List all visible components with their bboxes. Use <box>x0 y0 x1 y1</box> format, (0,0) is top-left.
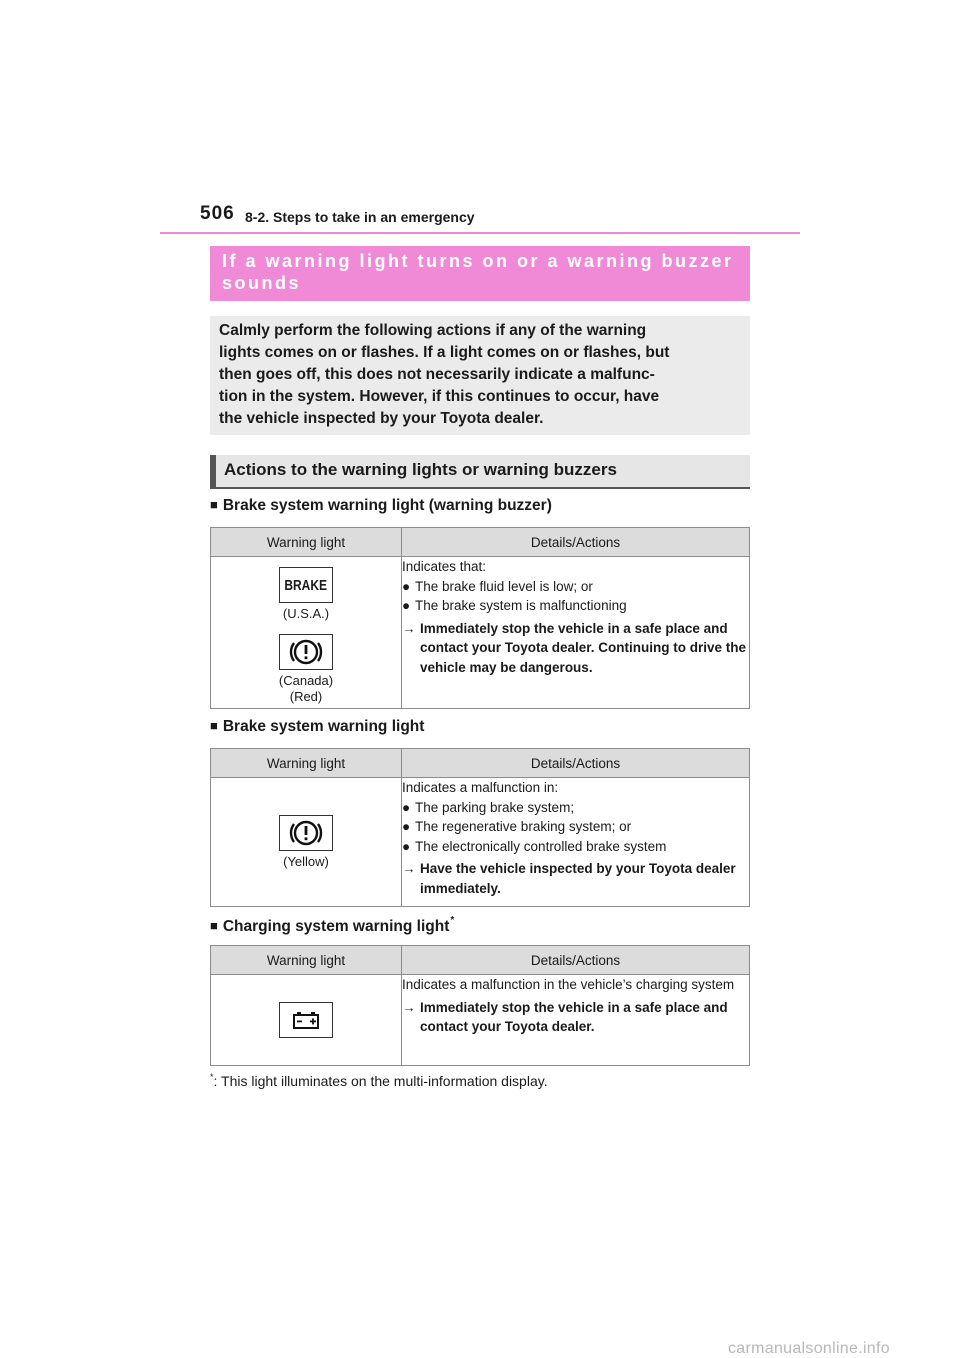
details-cell <box>402 557 750 709</box>
details-cell <box>402 778 750 907</box>
details-intro: Indicates that: <box>402 559 487 574</box>
section-heading: Actions to the warning lights or warning buzzers <box>210 455 750 489</box>
table-row <box>211 975 750 1066</box>
list-item: ● The regenerative braking system; or <box>402 817 749 837</box>
list-item: ● The brake fluid level is low; or <box>402 577 749 597</box>
action-text: → Have the vehicle inspected by your Toyota dealer immediately. <box>402 859 749 898</box>
table-header-row <box>211 749 750 778</box>
list-item: ● The electronically controlled brake system <box>402 837 749 857</box>
table-header-row <box>211 528 750 557</box>
header-details-actions: Details/Actions <box>402 749 750 778</box>
title-line-2: sounds <box>222 273 302 293</box>
exclamation-circle-icon <box>279 815 333 851</box>
bullet-icon: ● <box>402 799 411 815</box>
title-line-1: If a warning light turns on or a warning buzzer <box>222 251 734 271</box>
label-yellow: (Yellow) <box>283 853 329 869</box>
footnote <box>210 1072 548 1089</box>
warning-light-cell <box>211 557 402 709</box>
footnote-text: : This light illuminates on the multi-information display. <box>213 1073 548 1089</box>
bullet-icon: ● <box>402 598 411 613</box>
brake-text-icon: BRAKE <box>279 567 333 603</box>
arrow-icon: → <box>402 861 416 876</box>
action-text: → Immediately stop the vehicle in a safe place and contact your Toyota dealer. Continuing to drive the vehicle may be dangerous. <box>402 619 749 678</box>
footnote-mark: * <box>210 1072 214 1082</box>
square-bullet-icon: ■ <box>210 718 218 733</box>
details-cell <box>402 975 750 1066</box>
warning-light-cell <box>211 778 402 907</box>
arrow-icon: → <box>402 620 416 636</box>
header-warning-light: Warning light <box>211 749 402 778</box>
intro-line: lights comes on or flashes. If a light comes on or flashes, but <box>219 344 670 361</box>
intro-box <box>210 316 750 435</box>
table-row <box>211 778 750 907</box>
watermark: carmanualsonline.info <box>728 1340 890 1357</box>
warning-table-brake <box>210 748 750 907</box>
intro-line: tion in the system. However, if this continues to occur, have <box>219 388 660 405</box>
subheading-brake <box>210 718 424 736</box>
square-bullet-icon: ■ <box>210 497 218 512</box>
exclamation-circle-icon <box>279 634 333 670</box>
list-item: ● The brake system is malfunctioning <box>402 596 749 616</box>
details-intro: Indicates a malfunction in the vehicle’s charging system <box>402 977 735 992</box>
bullet-icon: ● <box>402 838 411 854</box>
warning-table-brake-buzzer <box>210 527 750 709</box>
label-usa: (U.S.A.) <box>282 606 330 621</box>
subheading-text: Brake system warning light <box>222 718 425 735</box>
header-warning-light: Warning light <box>211 528 402 557</box>
title-box <box>210 246 750 301</box>
label-canada: (Canada) <box>278 673 334 688</box>
warning-light-cell <box>211 975 402 1066</box>
footnote-marker: * <box>450 915 455 926</box>
intro-line: Calmly perform the following actions if any of the warning <box>219 322 647 339</box>
intro-line: the vehicle inspected by your Toyota dealer. <box>219 410 544 427</box>
subheading-text: Charging system warning light <box>222 918 450 935</box>
subheading-brake-buzzer <box>210 497 552 515</box>
header-details-actions: Details/Actions <box>402 528 750 557</box>
square-bullet-icon: ■ <box>210 918 218 933</box>
intro-line: then goes off, this does not necessarily indicate a malfunc- <box>219 366 655 383</box>
table-row <box>211 557 750 709</box>
warning-table-charging <box>210 945 750 1066</box>
header-warning-light: Warning light <box>211 946 402 975</box>
table-header-row <box>211 946 750 975</box>
page-number: 506 <box>200 203 235 224</box>
list-item: ● The parking brake system; <box>402 798 749 818</box>
details-intro: Indicates a malfunction in: <box>402 780 559 795</box>
header-rule <box>160 232 800 234</box>
battery-icon <box>279 1002 333 1038</box>
header-details-actions: Details/Actions <box>402 946 750 975</box>
bullet-icon: ● <box>402 578 411 594</box>
arrow-icon: → <box>402 999 416 1015</box>
subheading-text: Brake system warning light (warning buzzer) <box>222 497 552 514</box>
label-red: (Red) <box>289 689 323 704</box>
action-text: → Immediately stop the vehicle in a safe place and contact your Toyota dealer. <box>402 998 749 1037</box>
subheading-charging <box>210 915 454 936</box>
chapter-title: 8-2. Steps to take in an emergency <box>245 209 475 225</box>
bullet-icon: ● <box>402 819 411 834</box>
